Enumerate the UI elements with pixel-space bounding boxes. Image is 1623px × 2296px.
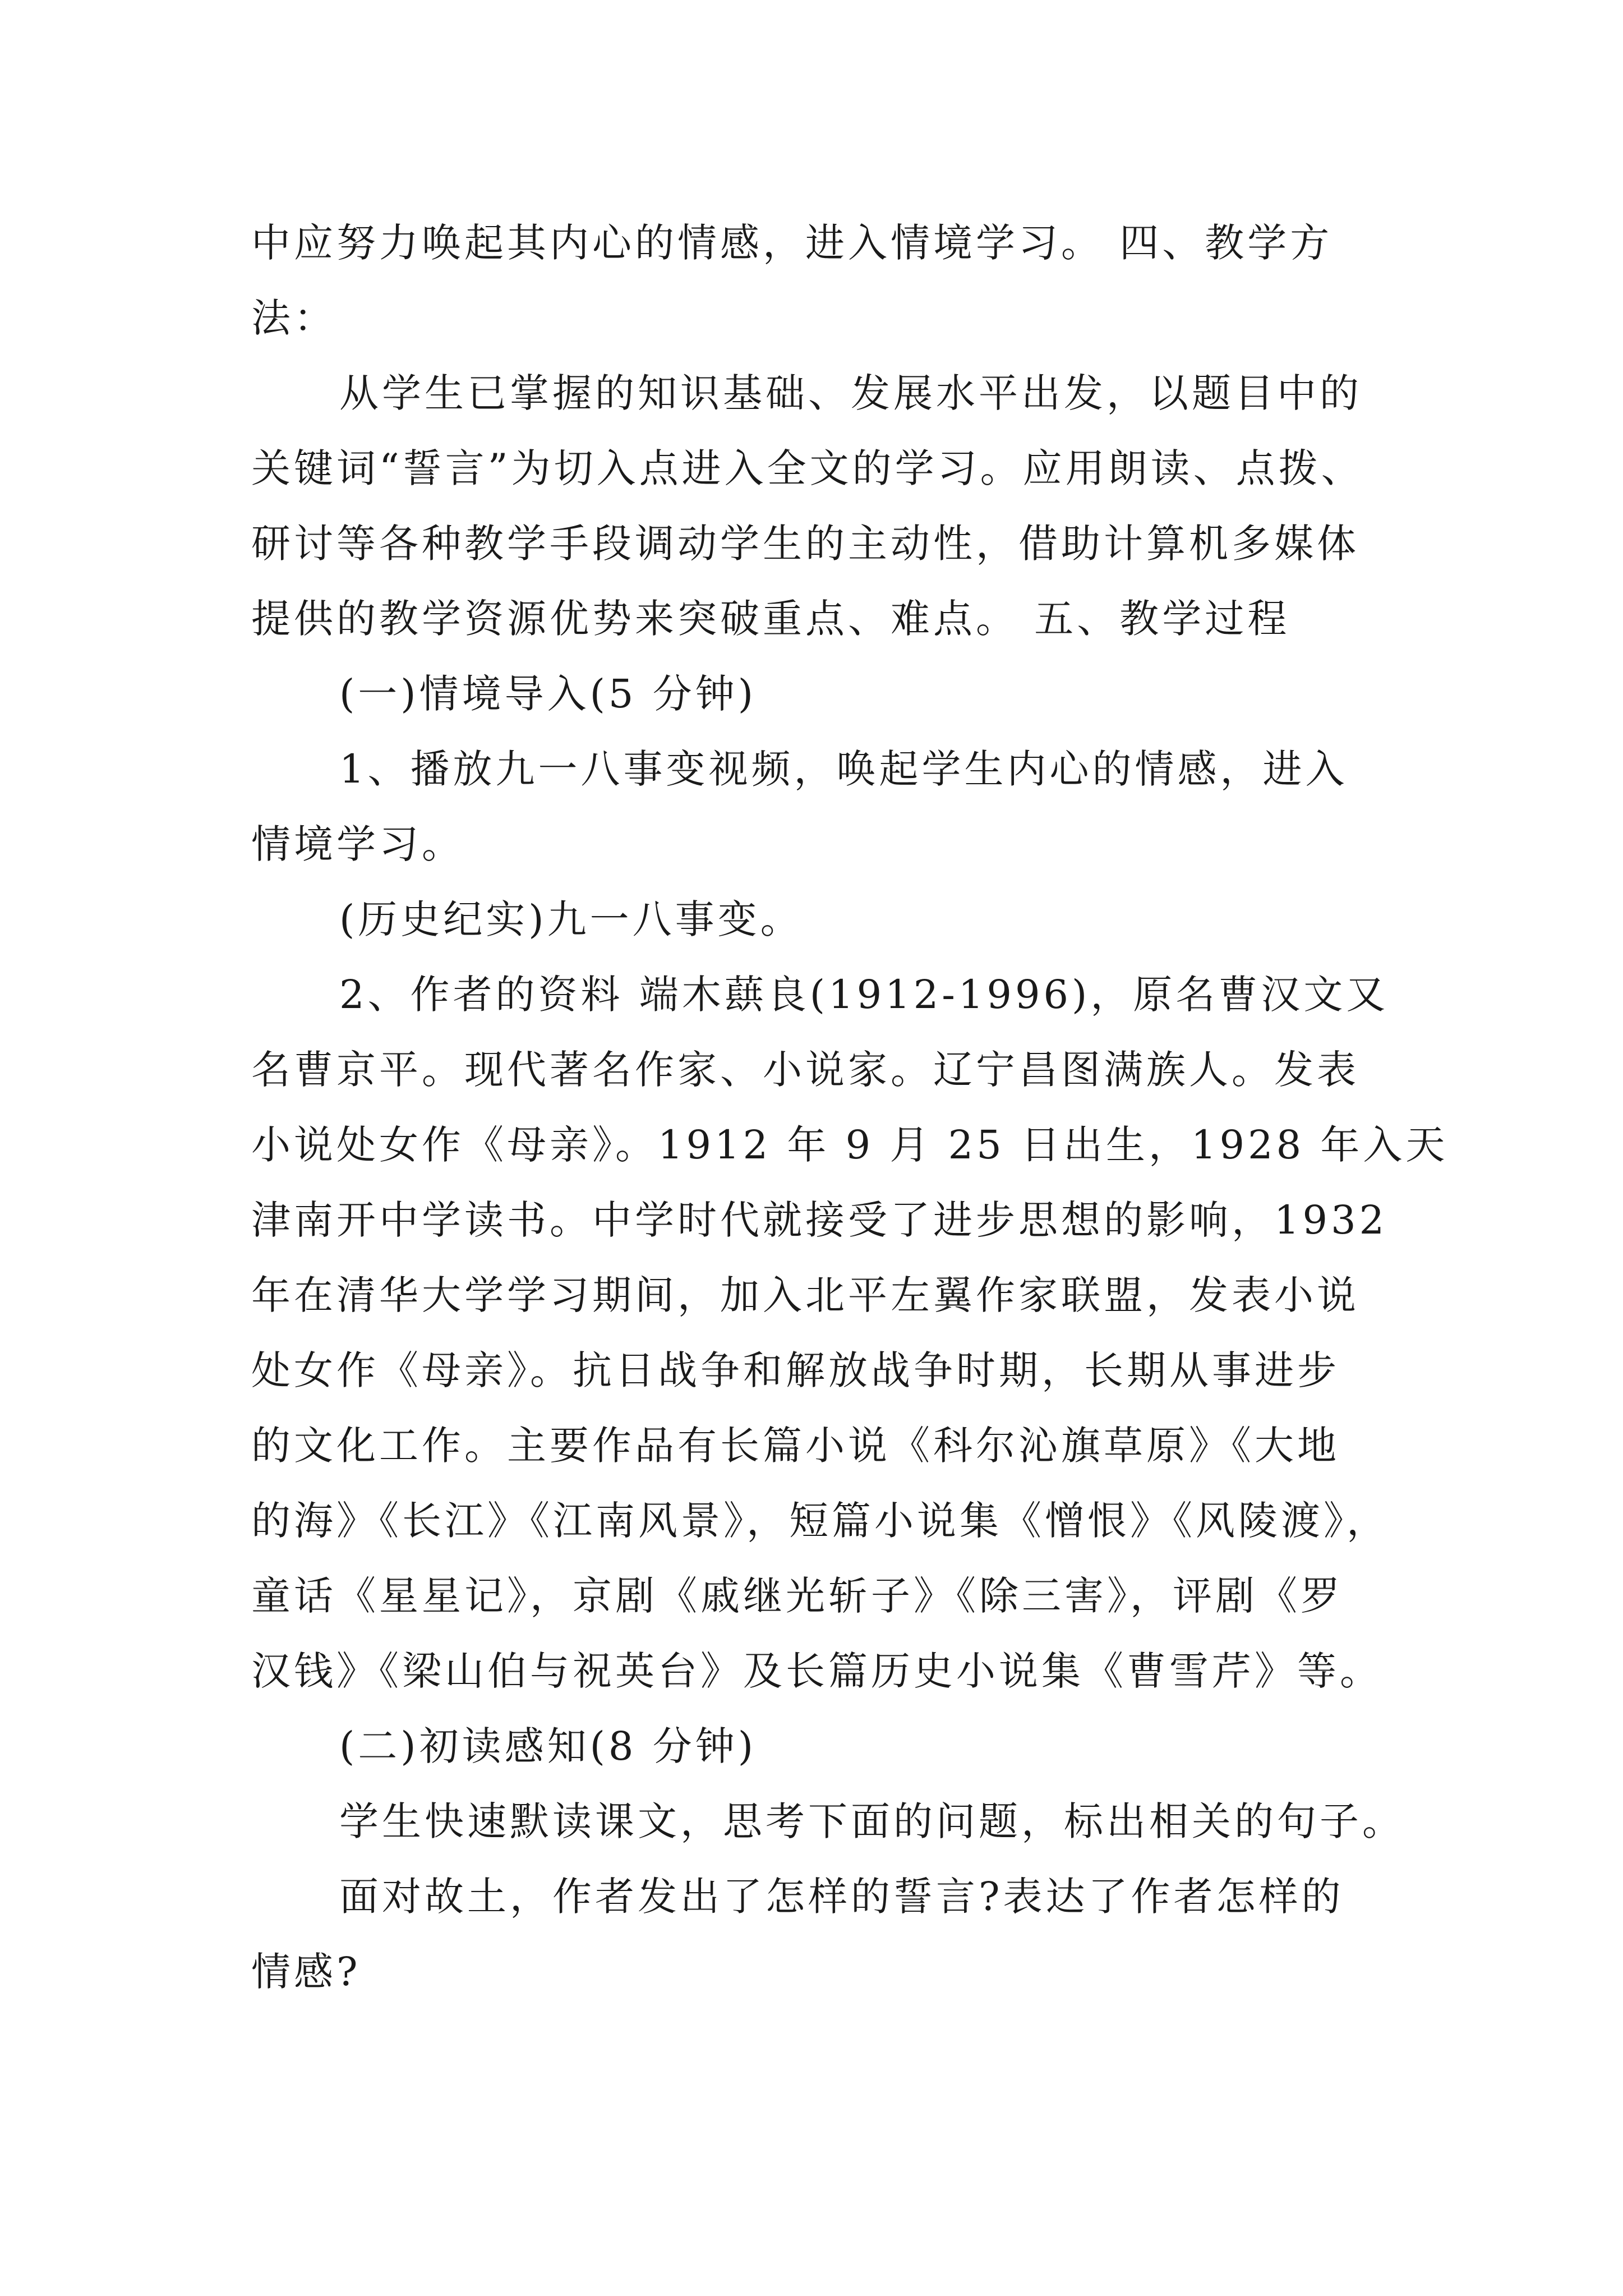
text-line-17: 的文化工作。主要作品有长篇小说《科尔沁旗草原》《大地 xyxy=(251,1423,1340,1469)
text-line-2: 法： xyxy=(251,295,336,341)
text-line-20: 汉钱》《梁山伯与祝英台》及长篇历史小说集《曹雪芹》等。 xyxy=(251,1648,1382,1694)
text-line-24: 情感? xyxy=(251,1949,361,1995)
text-line-21: (二)初读感知(8 分钟) xyxy=(339,1723,757,1769)
text-line-14: 津南开中学读书。中学时代就接受了进步思想的影响，1932 xyxy=(251,1197,1388,1243)
text-line-11: 2、作者的资料 端木蕻良(1912-1996)，原名曹汉文又 xyxy=(339,972,1389,1018)
text-line-8: 1、播放九一八事变视频，唤起学生内心的情感，进入 xyxy=(339,746,1348,792)
text-line-15: 年在清华大学学习期间，加入北平左翼作家联盟，发表小说 xyxy=(251,1272,1359,1318)
text-line-10: (历史纪实)九一八事变。 xyxy=(339,896,803,942)
text-line-4: 关键词“誓言”为切入点进入全文的学习。应用朗读、点拨、 xyxy=(251,445,1364,491)
text-line-7: (一)情境导入(5 分钟) xyxy=(339,671,757,717)
text-line-22: 学生快速默读课文，思考下面的问题，标出相关的句子。 xyxy=(339,1798,1405,1844)
text-line-23: 面对故土，作者发出了怎样的誓言?表达了作者怎样的 xyxy=(339,1874,1344,1920)
text-line-3: 从学生已掌握的知识基础、发展水平出发，以题目中的 xyxy=(339,370,1362,416)
text-line-16: 处女作《母亲》。抗日战争和解放战争时期，长期从事进步 xyxy=(251,1347,1340,1393)
text-line-12: 名曹京平。现代著名作家、小说家。辽宁昌图满族人。发表 xyxy=(251,1047,1359,1093)
text-line-13: 小说处女作《母亲》。1912 年 9 月 25 日出生，1928 年入天 xyxy=(251,1122,1449,1168)
text-line-9: 情境学习。 xyxy=(251,821,464,867)
text-line-1: 中应努力唤起其内心的情感，进入情境学习。 四、教学方 xyxy=(251,220,1333,266)
text-line-5: 研讨等各种教学手段调动学生的主动性，借助计算机多媒体 xyxy=(251,521,1359,567)
text-line-6: 提供的教学资源优势来突破重点、难点。 五、教学过程 xyxy=(251,596,1290,642)
text-line-18: 的海》《长江》《江南风景》，短篇小说集《憎恨》《风陵渡》， xyxy=(251,1498,1389,1544)
text-line-19: 童话《星星记》，京剧《戚继光斩子》《除三害》，评剧《罗 xyxy=(251,1573,1343,1619)
